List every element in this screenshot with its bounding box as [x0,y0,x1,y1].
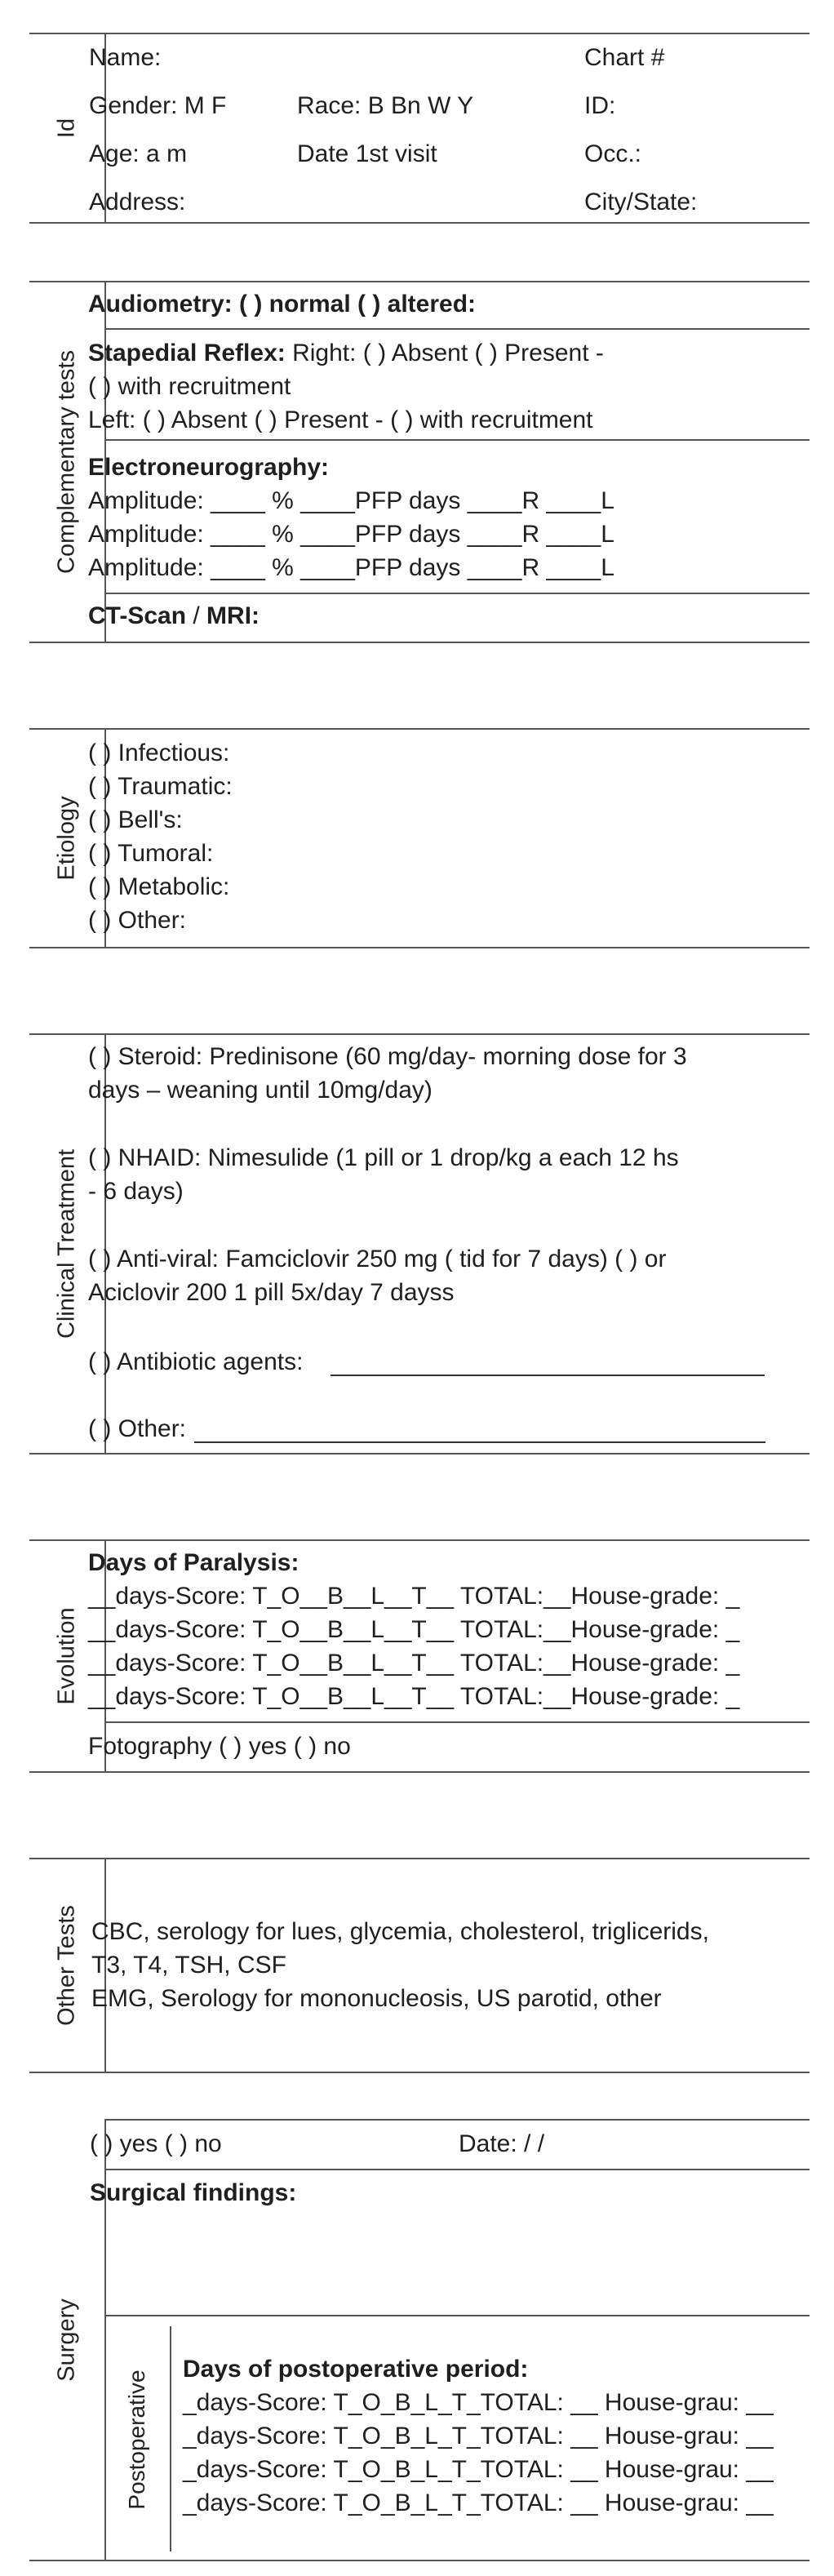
fotography-line: Fotography ( ) yes ( ) no [88,1733,351,1760]
clinical-treatment-section [29,1033,810,1455]
complementary-tests-label: Complementary tests [53,350,80,574]
complementary-tests-section [29,281,810,643]
postoperative-title: Days of postoperative period: [183,2356,529,2383]
etiology-item: ( ) Traumatic: [88,773,233,800]
name-field: Name: [89,44,162,71]
paralysis-score-row: __days-Score: T_O__B__L__T__ TOTAL:__House-grade: _ [88,1683,740,1710]
surgical-findings-title: Surgical findings: [90,2179,297,2206]
amplitude-row: Amplitude: ____ % ____PFP days ____R ____L [88,554,614,581]
id-section-label: Id [53,118,80,139]
mri-label: MRI: [206,602,260,629]
other-tests-section [29,1858,810,2073]
postoperative-score-row: _days-Score: T_O_B_L_T_TOTAL: __ House-grau: __ [183,2389,774,2416]
etiology-item: ( ) Bell's: [88,806,183,833]
other-treatment-blank [194,1441,765,1443]
date-first-visit-field: Date 1st visit [297,140,437,167]
ct-scan-label: CT-Scan [88,602,187,629]
nhaid-line: ( ) NHAID: Nimesulide (1 pill or 1 drop/kg a each 12 hs [88,1144,679,1171]
etiology-item: ( ) Metabolic: [88,873,230,900]
postoperative-score-row: _days-Score: T_O_B_L_T_TOTAL: __ House-grau: __ [183,2489,774,2516]
id-section [29,33,810,224]
paralysis-score-row: __days-Score: T_O__B__L__T__ TOTAL:__House-grade: _ [88,1650,740,1677]
stapedial-reflex-title: Stapedial Reflex: [88,340,286,366]
electroneurography-title: Electroneurography: [88,454,330,481]
stapedial-left-line: Left: ( ) Absent ( ) Present - ( ) with recruitment [88,406,593,433]
ct-mri-line [88,599,260,633]
steroid-line: days – weaning until 10mg/day) [88,1077,433,1104]
gender-field: Gender: M F [89,92,227,119]
id-field: ID: [584,92,616,119]
chart-number-field: Chart # [584,44,665,71]
etiology-item: ( ) Infectious: [88,739,230,766]
stapedial-reflex-line [88,336,604,370]
clinical-treatment-label: Clinical Treatment [53,1148,80,1339]
stapedial-recruitment-line: ( ) with recruitment [88,373,291,400]
amplitude-row: Amplitude: ____ % ____PFP days ____R ____L [88,487,614,514]
antiviral-line: Aciclovir 200 1 pill 5x/day 7 dayss [88,1279,455,1306]
etiology-item: ( ) Tumoral: [88,840,214,867]
occupation-field: Occ.: [584,140,642,167]
nhaid-line: - 6 days) [88,1178,184,1205]
other-treatment-line: ( ) Other: [88,1415,187,1442]
evolution-label: Evolution [53,1607,80,1705]
postoperative-subsection [104,2316,810,2560]
antibiotic-line: ( ) Antibiotic agents: [88,1348,304,1375]
evolution-section [29,1539,810,1773]
steroid-line: ( ) Steroid: Predinisone (60 mg/day- morning dose for 3 [88,1043,687,1070]
etiology-section [29,728,810,948]
antiviral-line: ( ) Anti-viral: Famciclovir 250 mg ( tid for 7 days) ( ) or [88,1246,667,1272]
amplitude-row: Amplitude: ____ % ____PFP days ____R ____L [88,521,614,548]
age-field: Age: a m [89,140,188,167]
race-field: Race: B Bn W Y [297,92,474,119]
surgery-date: Date: / / [459,2130,545,2157]
other-tests-label: Other Tests [53,1905,80,2026]
antibiotic-blank [330,1375,765,1376]
other-tests-line: EMG, Serology for mononucleosis, US parotid, other [91,1985,662,2012]
city-state-field: City/State: [584,189,698,215]
days-of-paralysis-title: Days of Paralysis: [88,1549,299,1576]
stapedial-reflex-right: Right: ( ) Absent ( ) Present - [285,340,604,366]
surgery-yes-no: ( ) yes ( ) no [90,2130,222,2157]
other-tests-line: T3, T4, TSH, CSF [91,1952,286,1979]
postoperative-score-row: _days-Score: T_O_B_L_T_TOTAL: __ House-grau: __ [183,2423,774,2449]
surgery-section [29,2119,810,2561]
paralysis-score-row: __days-Score: T_O__B__L__T__ TOTAL:__House-grade: _ [88,1583,740,1610]
surgery-label: Surgery [53,2298,80,2382]
other-tests-line: CBC, serology for lues, glycemia, cholesterol, triglicerids, [91,1918,709,1945]
postoperative-score-row: _days-Score: T_O_B_L_T_TOTAL: __ House-grau: __ [183,2456,774,2483]
audiometry-line: Audiometry: ( ) normal ( ) altered: [88,291,477,318]
etiology-label: Etiology [53,796,80,881]
ct-mri-separator: / [186,602,207,629]
postoperative-label: Postoperative [124,2369,149,2510]
address-field: Address: [89,189,186,215]
etiology-item: ( ) Other: [88,907,187,934]
paralysis-score-row: __days-Score: T_O__B__L__T__ TOTAL:__House-grade: _ [88,1616,740,1643]
